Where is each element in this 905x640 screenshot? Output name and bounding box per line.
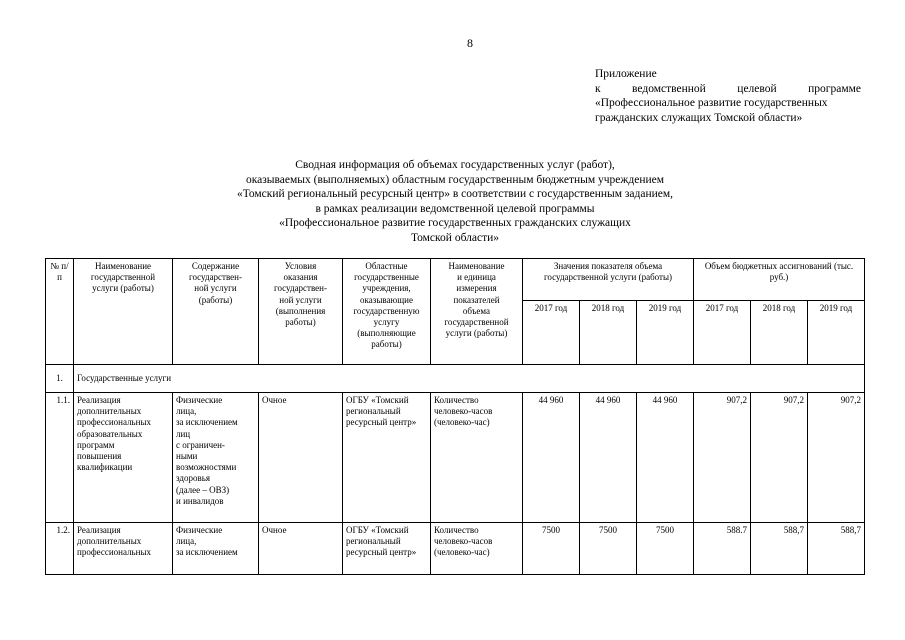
header-year: 2018 год [751,301,808,365]
appendix-word: целевой [737,82,777,95]
row-budget: 907,2 [751,393,808,523]
header-year: 2019 год [637,301,694,365]
row-budget: 907,2 [808,393,865,523]
row-institution: ОГБУ «Томский региональный ресурсный центр» [343,523,431,575]
row-condition: Очное [259,393,343,523]
page-number: 8 [467,36,473,50]
header-values-group: Значения показателя объема государственной услуги (работы) [523,259,694,301]
section-num: 1. [46,365,74,393]
row-num: 1.2. [46,523,74,575]
title-line: Томской области» [410,231,500,244]
row-value: 7500 [580,523,637,575]
title-line: «Томский региональный ресурсный центр» в соответствии с государственным заданием, [236,188,674,200]
row-content: Физические лица, за исключением [173,523,259,575]
row-unit: Количество человеко-часов (человеко-час) [431,523,523,575]
appendix-word: программе [808,82,861,95]
title-line: в рамках реализации ведомственной целевой программы [315,202,595,215]
header-year: 2019 год [808,301,865,365]
row-value: 7500 [637,523,694,575]
row-budget: 907,2 [694,393,751,523]
row-institution: ОГБУ «Томский региональный ресурсный центр» [343,393,431,523]
header-conditions: Условия оказания государствен- ной услуги (выполнения работы) [259,259,343,365]
header-content: Содержание государствен- ной услуги (работы) [173,259,259,365]
header-unit: Наименование и единица измерения показателей объема государственной услуги (работы) [431,259,523,365]
table-row [46,393,865,523]
header-year: 2017 год [694,301,751,365]
header-num: № п/п [46,259,74,365]
header-budget-group: Объем бюджетных ассигнований (тыс. руб.) [694,259,865,301]
header-year: 2017 год [523,301,580,365]
header-name: Наименование государственной услуги (работы) [74,259,173,365]
row-value: 44 960 [523,393,580,523]
appendix-line-3: «Профессиональное развитие государственных [595,97,828,109]
row-content: Физические лица, за исключением лиц с ограничен- ными возможностями здоровья (далее – ОВЗ) и инвалидов [173,393,259,523]
row-name: Реализация дополнительных профессиональных [74,523,173,575]
row-budget: 588,7 [751,523,808,575]
title-line: Сводная информация об объемах государственных услуг (работ), [295,159,615,171]
row-name: Реализация дополнительных профессиональных образовательных программ повышения квалификации [74,393,173,523]
title-line: оказываемых (выполняемых) областным государственным бюджетным учреждением [245,173,665,186]
row-value: 44 960 [637,393,694,523]
row-value: 44 960 [580,393,637,523]
table-row [46,523,865,575]
header-institutions: Областные государственные учреждения, оказывающие государственную услугу (выполняющие работы) [343,259,431,365]
appendix-line-4: гражданских служащих Томской области» [595,111,803,124]
section-row [46,365,865,393]
appendix-line-1: Приложение [595,68,657,80]
appendix-word: ведомственной [632,82,706,95]
services-table [45,258,865,575]
row-value: 7500 [523,523,580,575]
row-condition: Очное [259,523,343,575]
header-year: 2018 год [580,301,637,365]
title-line: «Профессиональное развитие государственных гражданских служащих [279,217,631,229]
document-title [150,158,760,245]
row-num: 1.1. [46,393,74,523]
row-budget: 588,7 [808,523,865,575]
row-budget: 588.7 [694,523,751,575]
row-unit: Количество человеко-часов (человеко-час) [431,393,523,523]
section-label: Государственные услуги [74,365,865,393]
appendix-word: к [595,82,601,95]
appendix-line-2 [595,82,861,97]
appendix-block [595,67,861,125]
